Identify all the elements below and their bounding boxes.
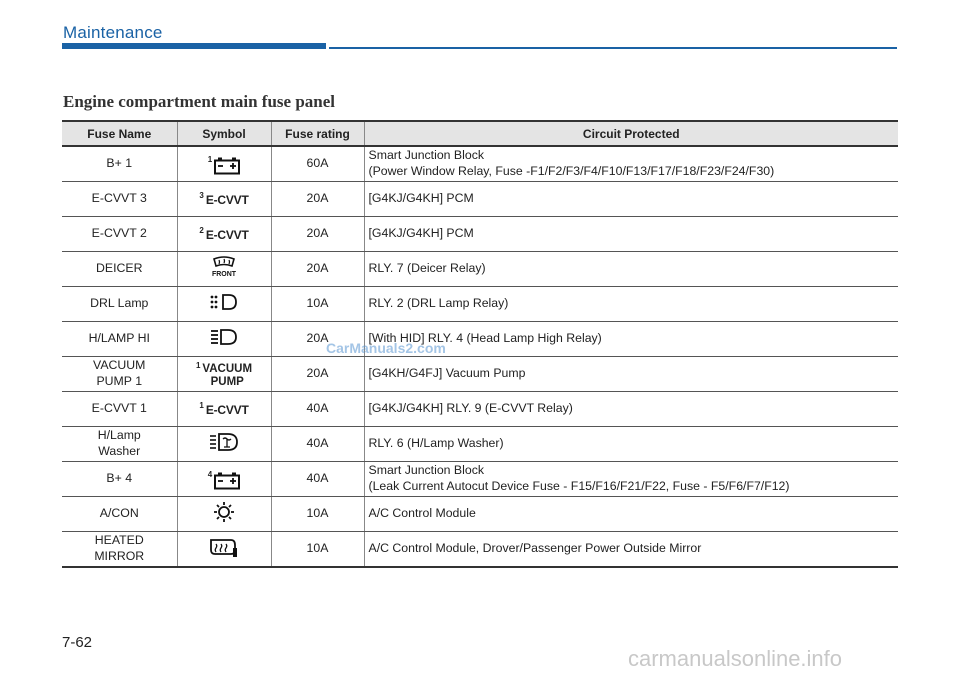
- symbol-number: 1: [207, 155, 213, 164]
- col-header-circuit: Circuit Protected: [364, 121, 898, 146]
- headlamp-washer-icon: [209, 432, 239, 452]
- battery-icon: [214, 472, 240, 490]
- fuse-rating: 20A: [271, 182, 364, 217]
- fuse-name: E-CVVT 3: [62, 182, 177, 217]
- fuse-name: [62, 357, 177, 392]
- fuse-name: DEICER: [62, 252, 177, 287]
- fuse-symbol: [177, 497, 271, 532]
- fuse-rating: 10A: [271, 287, 364, 322]
- fuse-symbol: [177, 427, 271, 462]
- fuse-name: [62, 532, 177, 568]
- fuse-name: A/CON: [62, 497, 177, 532]
- watermark: CarManuals2.com: [326, 340, 446, 356]
- fuse-symbol: [177, 217, 271, 252]
- fuse-symbol: [177, 532, 271, 568]
- symbol-number: 1: [199, 401, 204, 411]
- fuse-table: [62, 120, 898, 568]
- panel-title: Engine compartment main fuse panel: [63, 92, 335, 111]
- site-mark: carmanualsonline.info: [628, 646, 843, 671]
- circuit-protected: RLY. 7 (Deicer Relay): [364, 252, 898, 287]
- symbol-label: E-CVVT: [205, 403, 249, 418]
- high-beam-icon: [210, 328, 238, 346]
- circuit-protected: A/C Control Module: [364, 497, 898, 532]
- fuse-symbol: [177, 287, 271, 322]
- fuse-symbol: [177, 357, 271, 392]
- heated-mirror-icon: [209, 536, 239, 558]
- symbol-number: 3: [199, 191, 204, 201]
- table-row: [62, 182, 898, 217]
- circuit-line: Smart Junction Block: [368, 148, 484, 163]
- table-row: [62, 146, 898, 182]
- fuse-rating: 20A: [271, 217, 364, 252]
- circuit-protected: [With HID] RLY. 4 (Head Lamp High Relay): [364, 322, 898, 357]
- circuit-line: (Power Window Relay, Fuse -F1/F2/F3/F4/F10/F13/F17/F18/F23/F24/F30): [368, 164, 775, 178]
- header-bar-thick: [62, 43, 326, 49]
- col-header-fuse-name: Fuse Name: [62, 121, 177, 146]
- fuse-symbol: [177, 322, 271, 357]
- circuit-protected: A/C Control Module, Drover/Passenger Power Outside Mirror: [364, 532, 898, 568]
- fuse-name-line: Washer: [98, 444, 141, 458]
- fuse-rating: 40A: [271, 462, 364, 497]
- section-title: Maintenance: [63, 23, 163, 42]
- symbol-number: 4: [207, 470, 213, 479]
- col-header-fuse-rating: Fuse rating: [271, 121, 364, 146]
- col-header-symbol: Symbol: [177, 121, 271, 146]
- circuit-protected: [G4KJ/G4KH] PCM: [364, 217, 898, 252]
- drl-lamp-icon: [209, 293, 239, 311]
- symbol-number: 2: [199, 226, 204, 236]
- symbol-label: E-CVVT: [205, 228, 249, 243]
- fuse-symbol: [177, 462, 271, 497]
- fuse-name: E-CVVT 2: [62, 217, 177, 252]
- fuse-name-line: HEATED: [94, 533, 144, 548]
- fuse-symbol: [177, 146, 271, 182]
- fuse-name: B+ 4: [62, 462, 177, 497]
- table-row: [62, 287, 898, 322]
- table-row: [62, 322, 898, 357]
- table-row: [62, 427, 898, 462]
- header-bar-thin: [329, 47, 897, 49]
- ac-snowflake-icon: [213, 501, 235, 523]
- front-defroster-icon: [209, 256, 239, 278]
- table-row: [62, 252, 898, 287]
- fuse-rating: 20A: [271, 322, 364, 357]
- fuse-symbol: [177, 182, 271, 217]
- fuse-rating: 60A: [271, 146, 364, 182]
- fuse-rating: 40A: [271, 392, 364, 427]
- fuse-name: B+ 1: [62, 146, 177, 182]
- fuse-rating: 40A: [271, 427, 364, 462]
- table-row: [62, 462, 898, 497]
- circuit-protected: [G4KH/G4FJ] Vacuum Pump: [364, 357, 898, 392]
- symbol-label: E-CVVT: [205, 193, 249, 208]
- table-row: [62, 497, 898, 532]
- circuit-protected: [364, 462, 898, 497]
- fuse-symbol: [177, 392, 271, 427]
- fuse-rating: 20A: [271, 252, 364, 287]
- circuit-protected: [364, 146, 898, 182]
- circuit-line: Smart Junction Block: [368, 463, 484, 478]
- page-number: 7-62: [62, 634, 93, 651]
- table-row: [62, 392, 898, 427]
- fuse-rating: 20A: [271, 357, 364, 392]
- fuse-name: H/LAMP HI: [62, 322, 177, 357]
- front-label: FRONT: [211, 270, 237, 278]
- table-row: [62, 357, 898, 392]
- fuse-rating: 10A: [271, 532, 364, 568]
- fuse-name: E-CVVT 1: [62, 392, 177, 427]
- fuse-symbol: [177, 252, 271, 287]
- symbol-label: [202, 363, 252, 388]
- battery-icon: [214, 157, 240, 175]
- fuse-name-line: H/Lamp: [97, 428, 141, 443]
- fuse-name-line: MIRROR: [94, 549, 145, 563]
- circuit-protected: [G4KJ/G4KH] RLY. 9 (E-CVVT Relay): [364, 392, 898, 427]
- fuse-name-line: PUMP 1: [96, 374, 143, 388]
- circuit-protected: RLY. 6 (H/Lamp Washer): [364, 427, 898, 462]
- circuit-line: (Leak Current Autocut Device Fuse - F15/F16/F21/F22, Fuse - F5/F6/F7/F12): [368, 479, 790, 493]
- circuit-protected: RLY. 2 (DRL Lamp Relay): [364, 287, 898, 322]
- table-row: [62, 217, 898, 252]
- fuse-rating: 10A: [271, 497, 364, 532]
- symbol-number: 1: [195, 361, 201, 371]
- table-row: [62, 532, 898, 568]
- fuse-name: [62, 427, 177, 462]
- circuit-protected: [G4KJ/G4KH] PCM: [364, 182, 898, 217]
- fuse-name-line: VACUUM: [93, 358, 146, 373]
- symbol-label-line: PUMP: [210, 376, 244, 388]
- fuse-name: DRL Lamp: [62, 287, 177, 322]
- table-header-row: [62, 121, 898, 146]
- symbol-label-line: VACUUM: [202, 363, 253, 376]
